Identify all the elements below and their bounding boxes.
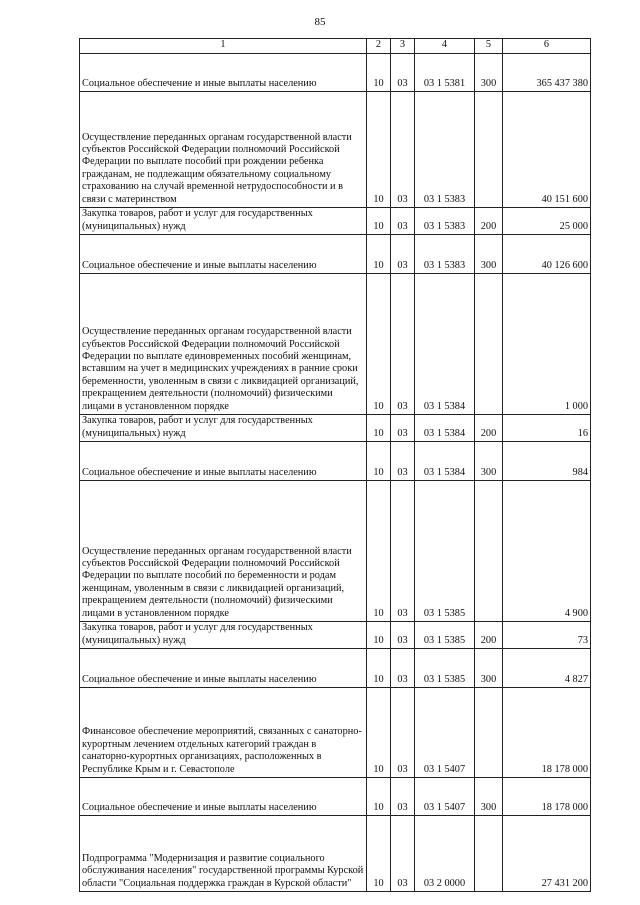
row-section-cell: 10 <box>367 208 391 235</box>
row-target-article-cell: 03 1 5381 <box>415 54 475 92</box>
row-section-cell: 10 <box>367 54 391 92</box>
row-sum-cell: 25 000 <box>503 208 591 235</box>
row-expense-type-cell: 300 <box>475 649 503 688</box>
table-row <box>80 442 591 481</box>
row-subsection-cell: 03 <box>391 442 415 481</box>
row-name-cell: Осуществление переданных органам государственной власти субъектов Российской Федерации полномочий Российской Федерации по выплате пособий при рождении ребенка гражданам, не подлежащим обязательному социальному страхованию на случай временной нетрудоспособности и в связи с материнством <box>80 92 367 208</box>
table-row <box>80 54 591 92</box>
row-section-cell: 10 <box>367 622 391 649</box>
row-sum-cell: 18 178 000 <box>503 688 591 778</box>
row-expense-type-cell: 300 <box>475 235 503 274</box>
row-subsection-cell: 03 <box>391 649 415 688</box>
row-subsection-cell: 03 <box>391 622 415 649</box>
table-header-row <box>80 39 591 54</box>
row-subsection-cell: 03 <box>391 54 415 92</box>
row-subsection-cell: 03 <box>391 778 415 816</box>
row-expense-type-cell: 200 <box>475 208 503 235</box>
row-name-cell: Закупка товаров, работ и услуг для государственных (муниципальных) нужд <box>80 208 367 235</box>
row-sum-cell: 27 431 200 <box>503 816 591 892</box>
row-subsection-cell: 03 <box>391 92 415 208</box>
row-target-article-cell: 03 1 5383 <box>415 208 475 235</box>
table-row <box>80 415 591 442</box>
row-section-cell: 10 <box>367 235 391 274</box>
row-expense-type-cell: 300 <box>475 778 503 816</box>
page-number: 85 <box>314 16 326 28</box>
header-col-5: 5 <box>475 39 503 54</box>
row-sum-cell: 984 <box>503 442 591 481</box>
budget-table <box>79 38 591 892</box>
row-expense-type-cell: 200 <box>475 415 503 442</box>
table-row <box>80 481 591 622</box>
header-col-1: 1 <box>80 39 367 54</box>
row-name-cell: Социальное обеспечение и иные выплаты населению <box>80 778 367 816</box>
row-section-cell: 10 <box>367 274 391 415</box>
row-name-cell: Социальное обеспечение и иные выплаты населению <box>80 54 367 92</box>
row-subsection-cell: 03 <box>391 415 415 442</box>
table-row <box>80 92 591 208</box>
row-target-article-cell: 03 1 5384 <box>415 274 475 415</box>
row-section-cell: 10 <box>367 816 391 892</box>
table-row <box>80 208 591 235</box>
row-name-cell: Закупка товаров, работ и услуг для государственных (муниципальных) нужд <box>80 415 367 442</box>
row-expense-type-cell: 200 <box>475 622 503 649</box>
table-row <box>80 274 591 415</box>
row-target-article-cell: 03 1 5383 <box>415 92 475 208</box>
row-name-cell: Осуществление переданных органам государственной власти субъектов Российской Федерации полномочий Российской Федерации по выплате единовременных пособий женщинам, вставшим на учет в медицинских учреждениях в ранние сроки беременности, уволенным в связи с ликвидацией организаций, прекращением деятельности (полномочий) физическими лицами в установленном порядке <box>80 274 367 415</box>
row-subsection-cell: 03 <box>391 688 415 778</box>
row-sum-cell: 18 178 000 <box>503 778 591 816</box>
row-name-cell: Социальное обеспечение и иные выплаты населению <box>80 235 367 274</box>
row-section-cell: 10 <box>367 481 391 622</box>
row-target-article-cell: 03 1 5407 <box>415 778 475 816</box>
row-name-cell: Социальное обеспечение и иные выплаты населению <box>80 442 367 481</box>
row-subsection-cell: 03 <box>391 235 415 274</box>
row-sum-cell: 16 <box>503 415 591 442</box>
row-name-cell: Закупка товаров, работ и услуг для государственных (муниципальных) нужд <box>80 622 367 649</box>
row-target-article-cell: 03 1 5385 <box>415 649 475 688</box>
row-target-article-cell: 03 1 5407 <box>415 688 475 778</box>
row-section-cell: 10 <box>367 92 391 208</box>
table-row <box>80 688 591 778</box>
table-row <box>80 649 591 688</box>
row-section-cell: 10 <box>367 649 391 688</box>
row-expense-type-cell: 300 <box>475 442 503 481</box>
row-target-article-cell: 03 2 0000 <box>415 816 475 892</box>
header-col-3: 3 <box>391 39 415 54</box>
row-sum-cell: 1 000 <box>503 274 591 415</box>
row-subsection-cell: 03 <box>391 208 415 235</box>
row-target-article-cell: 03 1 5384 <box>415 442 475 481</box>
row-name-cell: Социальное обеспечение и иные выплаты населению <box>80 649 367 688</box>
row-expense-type-cell <box>475 92 503 208</box>
row-name-cell: Осуществление переданных органам государственной власти субъектов Российской Федерации полномочий Российской Федерации по выплате пособий по беременности и родам женщинам, уволенным в связи с ликвидацией организаций, прекращением деятельности (полномочий) физическими лицами в установленном порядке <box>80 481 367 622</box>
row-section-cell: 10 <box>367 778 391 816</box>
row-expense-type-cell <box>475 274 503 415</box>
header-col-4: 4 <box>415 39 475 54</box>
table-row <box>80 235 591 274</box>
row-target-article-cell: 03 1 5384 <box>415 415 475 442</box>
row-expense-type-cell <box>475 688 503 778</box>
row-sum-cell: 73 <box>503 622 591 649</box>
row-target-article-cell: 03 1 5385 <box>415 481 475 622</box>
row-sum-cell: 365 437 380 <box>503 54 591 92</box>
row-section-cell: 10 <box>367 688 391 778</box>
row-expense-type-cell <box>475 481 503 622</box>
row-subsection-cell: 03 <box>391 274 415 415</box>
row-section-cell: 10 <box>367 415 391 442</box>
row-sum-cell: 4 827 <box>503 649 591 688</box>
row-subsection-cell: 03 <box>391 481 415 622</box>
row-expense-type-cell: 300 <box>475 54 503 92</box>
row-name-cell: Финансовое обеспечение мероприятий, связанных с санаторно-курортным лечением отдельных категорий граждан в санаторно-курортных организациях, расположенных в Республике Крым и г. Севастополе <box>80 688 367 778</box>
table-row <box>80 816 591 892</box>
header-col-2: 2 <box>367 39 391 54</box>
table-row <box>80 778 591 816</box>
header-col-6: 6 <box>503 39 591 54</box>
row-name-cell: Подпрограмма "Модернизация и развитие социального обслуживания населения" государственной программы Курской области "Социальная поддержка граждан в Курской области" <box>80 816 367 892</box>
row-expense-type-cell <box>475 816 503 892</box>
row-target-article-cell: 03 1 5383 <box>415 235 475 274</box>
row-sum-cell: 4 900 <box>503 481 591 622</box>
row-sum-cell: 40 151 600 <box>503 92 591 208</box>
row-sum-cell: 40 126 600 <box>503 235 591 274</box>
row-target-article-cell: 03 1 5385 <box>415 622 475 649</box>
table-row <box>80 622 591 649</box>
row-section-cell: 10 <box>367 442 391 481</box>
row-subsection-cell: 03 <box>391 816 415 892</box>
